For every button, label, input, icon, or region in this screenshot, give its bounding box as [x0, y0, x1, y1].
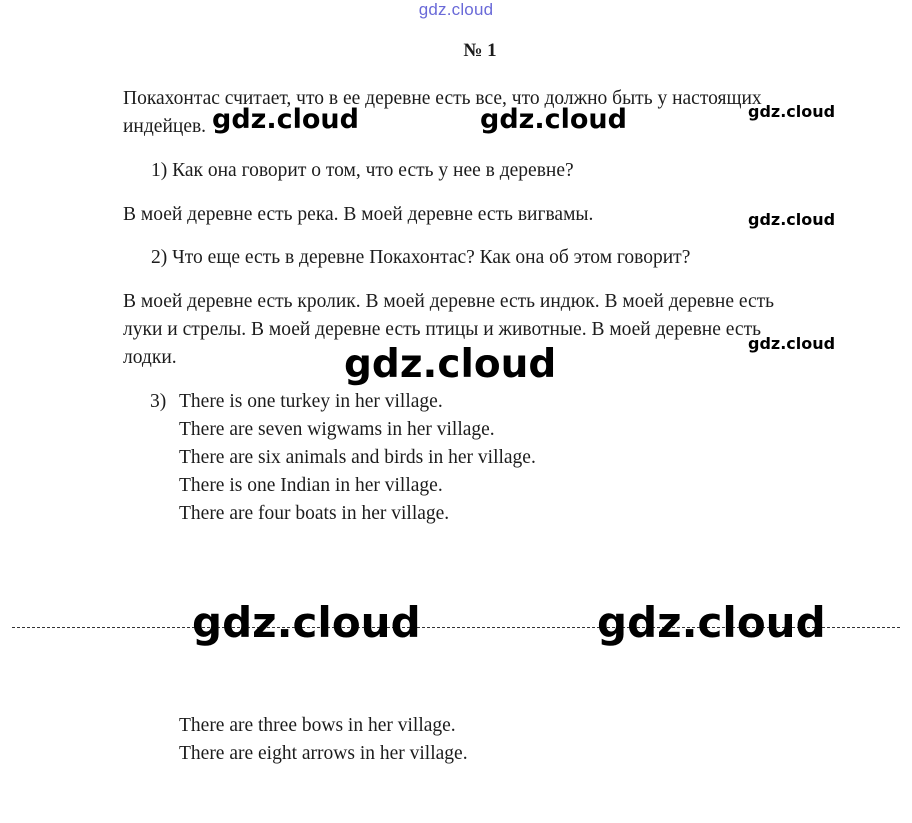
- watermark: gdz.cloud: [212, 104, 359, 135]
- answer-3-line-1: There is one turkey in her village.: [179, 391, 443, 412]
- answer-3-line-2: There are seven wigwams in her village.: [179, 419, 495, 440]
- watermark: gdz.cloud: [597, 598, 826, 647]
- watermark: gdz.cloud: [192, 598, 421, 647]
- answer-3-line-7: There are eight arrows in her village.: [179, 743, 468, 764]
- answer-1: В моей деревне есть река. В моей деревне есть вигвамы.: [123, 204, 594, 225]
- watermark: gdz.cloud: [748, 334, 836, 353]
- watermark: gdz.cloud: [480, 104, 627, 135]
- watermark: gdz.cloud: [748, 210, 836, 229]
- answer-3-line-3: There are six animals and birds in her village.: [179, 447, 536, 468]
- answer-2-line-2: луки и стрелы. В моей деревне есть птицы и животные. В моей деревне есть: [123, 319, 761, 340]
- site-watermark-top: gdz.cloud: [418, 0, 494, 19]
- answer-2-line-1: В моей деревне есть кролик. В моей деревне есть индюк. В моей деревне есть: [123, 291, 775, 312]
- question-3-number: 3): [150, 391, 167, 412]
- intro-line-2: индейцев.: [123, 116, 207, 137]
- watermark: gdz.cloud: [748, 102, 836, 121]
- answer-3-line-4: There is one Indian in her village.: [179, 475, 443, 496]
- watermark: gdz.cloud: [344, 342, 557, 387]
- exercise-number: № 1: [463, 40, 497, 61]
- question-2: 2) Что еще есть в деревне Покахонтас? Как она об этом говорит?: [151, 247, 691, 268]
- answer-3-line-6: There are three bows in her village.: [179, 715, 456, 736]
- intro-line-1: Покахонтас считает, что в ее деревне есть все, что должно быть у настоящих: [123, 88, 762, 109]
- answer-2-line-3: лодки.: [123, 347, 177, 368]
- answer-3-line-5: There are four boats in her village.: [179, 503, 450, 524]
- question-1: 1) Как она говорит о том, что есть у нее в деревне?: [151, 160, 574, 181]
